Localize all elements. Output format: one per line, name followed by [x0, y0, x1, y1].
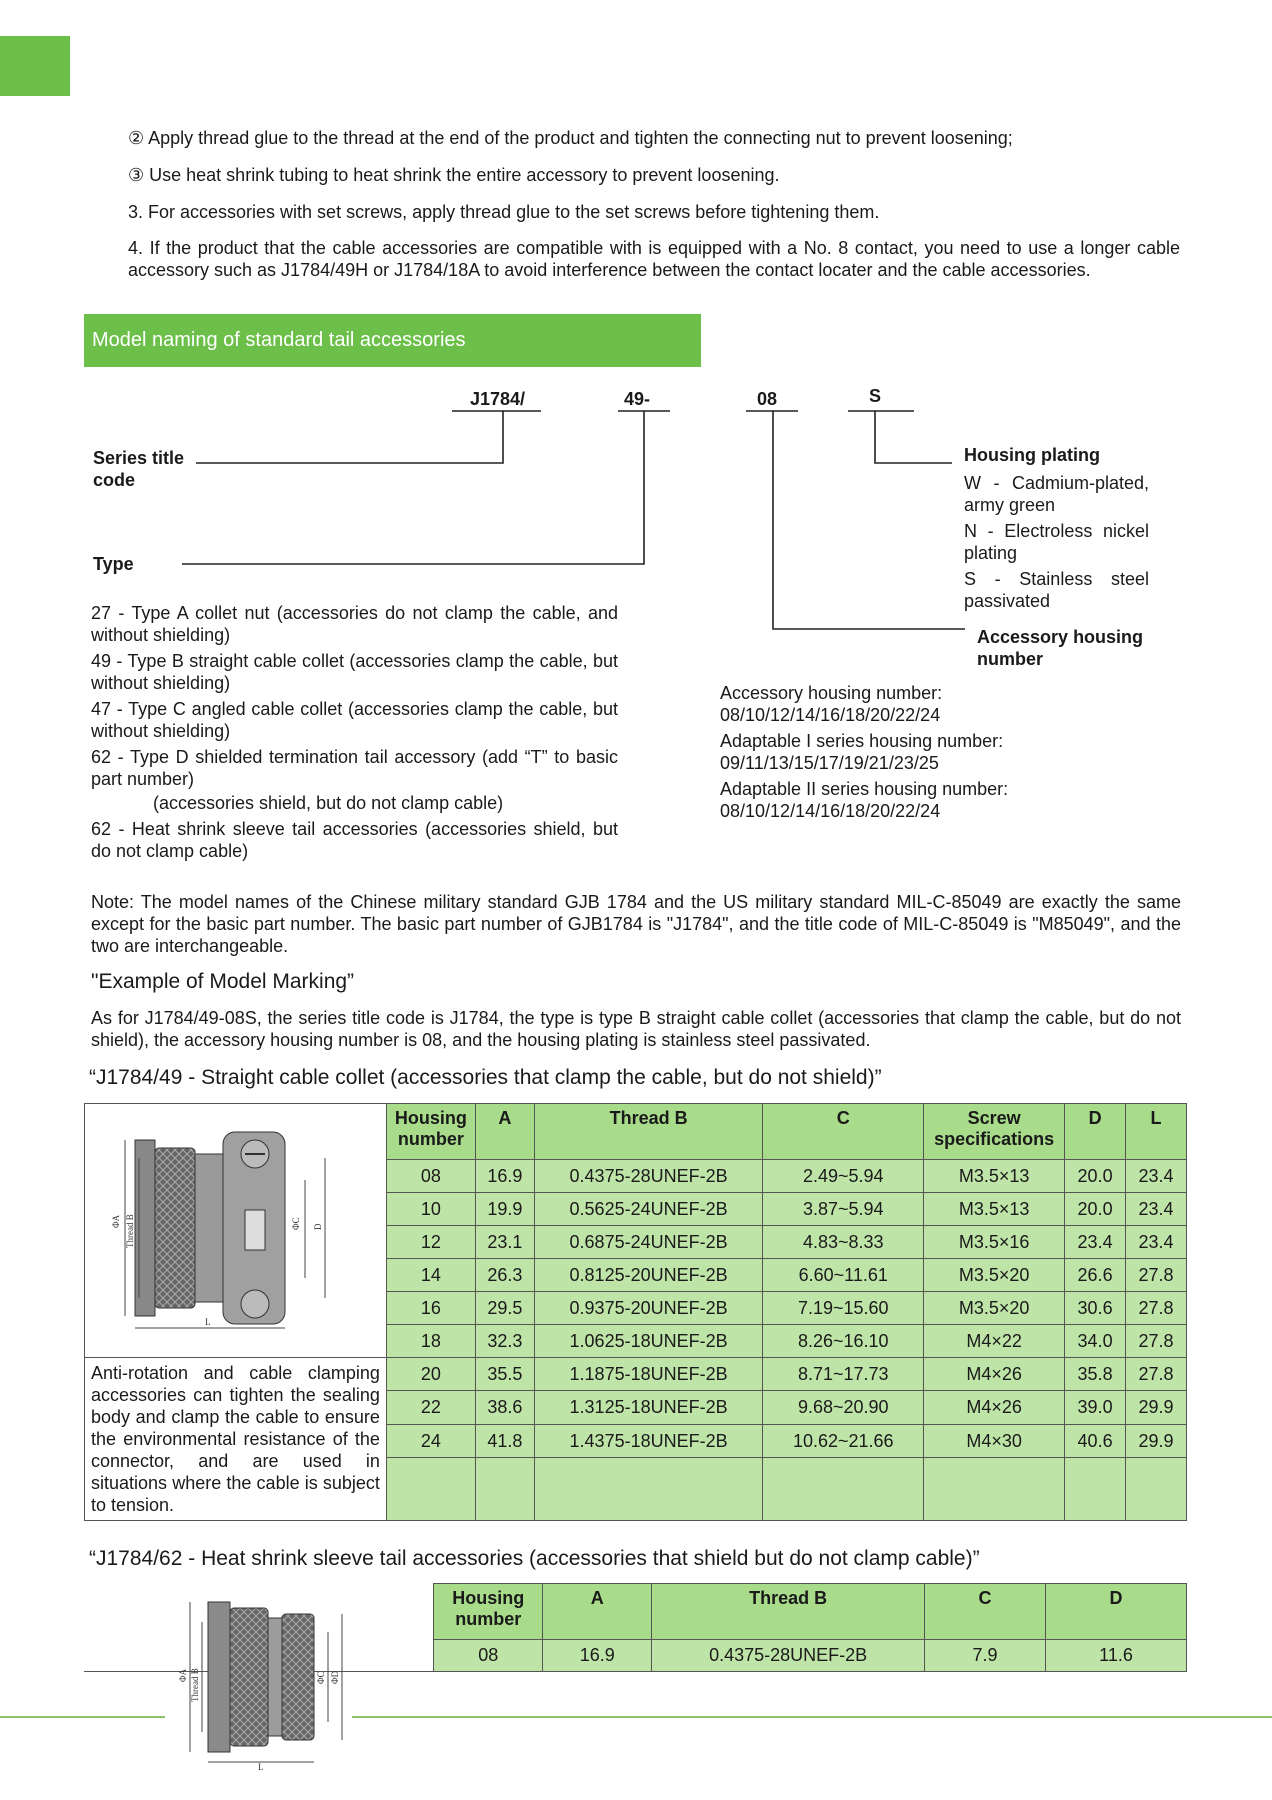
table-cell: 34.0	[1065, 1325, 1126, 1358]
housing-number-entry-label: Adaptable II series housing number:	[720, 779, 1009, 799]
table-cell: M3.5×13	[924, 1193, 1065, 1226]
table-cell: 41.8	[475, 1424, 534, 1457]
corner-accent-block	[0, 36, 70, 96]
drawing-label-b: Thread B	[125, 1214, 136, 1248]
table-cell: 23.4	[1065, 1226, 1126, 1259]
collet-knurled-nut	[155, 1148, 195, 1308]
accessory-housing-number-label: Accessory housing number	[977, 627, 1144, 669]
table-cell: 27.8	[1126, 1325, 1187, 1358]
footer-rule-right	[352, 1716, 1272, 1718]
type-list-item: 62 - Type D shielded termination tail accessory (add “T” to basic part number)	[91, 747, 618, 789]
drawing-label-l: L	[258, 1762, 264, 1772]
table1-spec-table	[84, 1103, 1187, 1521]
table-cell: 23.4	[1126, 1226, 1187, 1259]
table-cell: 0.4375-28UNEF-2B	[534, 1160, 763, 1193]
collet-body	[195, 1154, 223, 1302]
table-cell: M4×26	[924, 1358, 1065, 1391]
table-cell: M4×26	[924, 1391, 1065, 1424]
heat-shrink-body	[268, 1618, 282, 1736]
type-list-item: (accessories shield, but do not clamp cable)	[153, 793, 504, 813]
section-title-bar: Model naming of standard tail accessories	[84, 314, 701, 367]
table-cell: 38.6	[475, 1391, 534, 1424]
heat-shrink-knurled-nut	[230, 1608, 268, 1746]
table-cell: 29.9	[1126, 1391, 1187, 1424]
housing-number-entry-label: Adaptable I series housing number:	[720, 731, 1004, 751]
housing-number-entry-values: 09/11/13/15/17/19/21/23/25	[720, 753, 939, 773]
heat-shrink-flange	[208, 1602, 230, 1752]
plating-option: S - Stainless steel passivated	[964, 569, 1149, 611]
type-list-item: 49 - Type B straight cable collet (accessories clamp the cable, but without shielding)	[91, 651, 618, 693]
type-label: Type	[93, 554, 134, 574]
table-cell: 27.8	[1126, 1292, 1187, 1325]
screw-head-bottom	[241, 1290, 269, 1318]
table-cell: 8.26~16.10	[763, 1325, 924, 1358]
table-cell: 4.83~8.33	[763, 1226, 924, 1259]
col-header-housing-number: Housing number	[434, 1584, 543, 1640]
table-cell: 10.62~21.66	[763, 1424, 924, 1457]
standard-note: Note: The model names of the Chinese military standard GJB 1784 and the US military standard MIL-C-85049 are exactly the same except for the basic part number. The basic part number of GJB1784 is "J1784", and the title code of MIL-C-85049 is "M85049", and the two are interchangeable.	[91, 892, 1181, 956]
table-cell: 26.6	[1065, 1259, 1126, 1292]
housing-leader-line	[773, 411, 965, 629]
col-header-housing-number: Housing number	[386, 1104, 475, 1160]
table-cell: 35.5	[475, 1358, 534, 1391]
table-cell: 0.9375-20UNEF-2B	[534, 1292, 763, 1325]
drawing-label-a: ΦA	[111, 1214, 122, 1228]
table-cell: 23.4	[1126, 1193, 1187, 1226]
table-cell: 22	[386, 1391, 475, 1424]
table-cell: 26.3	[475, 1259, 534, 1292]
table-cell: 7.9	[925, 1640, 1046, 1672]
straight-collet-drawing	[95, 1118, 375, 1338]
example-heading: "Example of Model Marking”	[91, 970, 355, 993]
table-cell: 3.87~5.94	[763, 1193, 924, 1226]
table-cell: M4×22	[924, 1325, 1065, 1358]
housing-number-entry-values: 08/10/12/14/16/18/20/22/24	[720, 705, 941, 725]
type-leader-line	[182, 411, 644, 564]
drawing-label-c: ΦC	[291, 1217, 302, 1230]
table-cell: M3.5×16	[924, 1226, 1065, 1259]
table-cell: 08	[386, 1160, 475, 1193]
housing-number-entry-label: Accessory housing number:	[720, 683, 943, 703]
plating-options-list	[964, 472, 1149, 616]
col-header-thread-b: Thread B	[534, 1104, 763, 1160]
table-cell: 2.49~5.94	[763, 1160, 924, 1193]
drawing-label-l: L	[205, 1317, 211, 1327]
table1-description: Anti-rotation and cable clamping accessories can tighten the sealing body and clamp the cable to ensure the environmental resistance of the connector, and are used in situations where the cable is subject to tension.	[85, 1358, 387, 1521]
table-cell: M4×30	[924, 1424, 1065, 1457]
plating-option: W - Cadmium-plated, army green	[964, 473, 1149, 515]
housing-number-entry-values: 08/10/12/14/16/18/20/22/24	[720, 801, 941, 821]
table-cell: M3.5×20	[924, 1259, 1065, 1292]
col-header-a: A	[543, 1584, 652, 1640]
housing-number-entry	[720, 730, 1140, 774]
table-cell: 6.60~11.61	[763, 1259, 924, 1292]
table-cell: 8.71~17.73	[763, 1358, 924, 1391]
housing-number-list	[720, 682, 1140, 826]
table-cell: 35.8	[1065, 1358, 1126, 1391]
table-cell: 14	[386, 1259, 475, 1292]
col-header-screw-specifications: Screw specifications	[924, 1104, 1065, 1160]
series-title-code-label: Series title code	[93, 448, 185, 490]
table-cell: 08	[434, 1640, 543, 1672]
table1-title: “J1784/49 - Straight cable collet (accessories that clamp the cable, but do not shield)”	[89, 1066, 882, 1089]
table-cell: 1.3125-18UNEF-2B	[534, 1391, 763, 1424]
instruction-item-4: 4. If the product that the cable accessories are compatible with is equipped with a No. 8 contact, you need to use a longer cable accessory such as J1784/49H or J1784/18A to avoid interference between the contact locater and the cable accessories.	[128, 238, 1180, 280]
table-cell: 27.8	[1126, 1358, 1187, 1391]
table-cell: 16.9	[543, 1640, 652, 1672]
drawing-label-c: ΦC	[316, 1671, 326, 1684]
table-cell: 1.0625-18UNEF-2B	[534, 1325, 763, 1358]
table-cell: 29.5	[475, 1292, 534, 1325]
drawing-label-b: Thread B	[190, 1668, 200, 1702]
type-list-item: 47 - Type C angled cable collet (accessories clamp the cable, but without shielding)	[91, 699, 618, 741]
naming-part-housing: 08	[757, 389, 778, 409]
table-cell: 16.9	[475, 1160, 534, 1193]
table-cell: 20.0	[1065, 1193, 1126, 1226]
table-cell: 1.1875-18UNEF-2B	[534, 1358, 763, 1391]
table-cell: 0.5625-24UNEF-2B	[534, 1193, 763, 1226]
type-list	[91, 602, 618, 866]
housing-plating-label: Housing plating	[964, 445, 1100, 465]
table-cell: M3.5×20	[924, 1292, 1065, 1325]
col-header-d: D	[1046, 1584, 1187, 1640]
plating-leader-line	[875, 411, 952, 463]
clamp-slot	[245, 1210, 265, 1250]
table-cell: 23.1	[475, 1226, 534, 1259]
type-list-item: 62 - Heat shrink sleeve tail accessories (accessories shield, but do not clamp cable)	[91, 819, 618, 861]
table-cell: 24	[386, 1424, 475, 1457]
table-cell: 27.8	[1126, 1259, 1187, 1292]
heat-shrink-drawing	[160, 1592, 360, 1772]
table-cell: 29.9	[1126, 1424, 1187, 1457]
table1-drawing-cell	[85, 1104, 387, 1358]
table-cell: 18	[386, 1325, 475, 1358]
table-cell: 20.0	[1065, 1160, 1126, 1193]
housing-number-entry	[720, 682, 1140, 726]
table-cell: 7.19~15.60	[763, 1292, 924, 1325]
drawing-label-d: D	[313, 1223, 324, 1230]
table-cell: 23.4	[1126, 1160, 1187, 1193]
drawing-label-d: ΦD	[330, 1670, 340, 1684]
type-list-item: 27 - Type A collet nut (accessories do not clamp the cable, and without shielding)	[91, 603, 618, 645]
example-text: As for J1784/49-08S, the series title code is J1784, the type is type B straight cable collet (accessories that clamp the cable, but do not shield), the accessory housing number is 08, and the housing plating is stainless steel passivated.	[91, 1008, 1181, 1050]
naming-part-type: 49-	[624, 389, 651, 409]
table-cell: 0.4375-28UNEF-2B	[652, 1640, 925, 1672]
table-cell: 19.9	[475, 1193, 534, 1226]
housing-number-entry	[720, 778, 1140, 822]
table-cell: 16	[386, 1292, 475, 1325]
table-cell: 10	[386, 1193, 475, 1226]
table-row	[85, 1358, 1187, 1391]
naming-part-series: J1784/	[470, 389, 526, 409]
plating-option: N - Electroless nickel plating	[964, 521, 1149, 563]
table-cell: 0.8125-20UNEF-2B	[534, 1259, 763, 1292]
naming-part-plating: S	[869, 386, 882, 406]
table2-title: “J1784/62 - Heat shrink sleeve tail accessories (accessories that shield but do not clamp cable)”	[89, 1547, 980, 1570]
collet-flange	[135, 1140, 155, 1316]
table-cell: 32.3	[475, 1325, 534, 1358]
table-cell: 12	[386, 1226, 475, 1259]
instruction-step-2: ② Apply thread glue to the thread at the end of the product and tighten the connecting nut to prevent loosening;	[128, 128, 1013, 148]
footer-rule-left	[0, 1716, 165, 1718]
table-cell: 30.6	[1065, 1292, 1126, 1325]
drawing-label-a: ΦA	[178, 1668, 188, 1682]
table-cell: 20	[386, 1358, 475, 1391]
table-cell: 40.6	[1065, 1424, 1126, 1457]
series-leader-line	[196, 411, 503, 463]
col-header-thread-b: Thread B	[652, 1584, 925, 1640]
instruction-step-3: ③ Use heat shrink tubing to heat shrink the entire accessory to prevent loosening.	[128, 165, 780, 185]
col-header-l: L	[1126, 1104, 1187, 1160]
col-header-c: C	[763, 1104, 924, 1160]
table-cell: 39.0	[1065, 1391, 1126, 1424]
table-cell: 1.4375-18UNEF-2B	[534, 1424, 763, 1457]
table-cell: 0.6875-24UNEF-2B	[534, 1226, 763, 1259]
col-header-d: D	[1065, 1104, 1126, 1160]
instruction-item-3: 3. For accessories with set screws, apply thread glue to the set screws before tightening them.	[128, 202, 880, 222]
table-cell: M3.5×13	[924, 1160, 1065, 1193]
col-header-c: C	[925, 1584, 1046, 1640]
table-cell: 9.68~20.90	[763, 1391, 924, 1424]
heat-shrink-rear-nut	[282, 1614, 314, 1740]
table-cell: 11.6	[1046, 1640, 1187, 1672]
col-header-a: A	[475, 1104, 534, 1160]
